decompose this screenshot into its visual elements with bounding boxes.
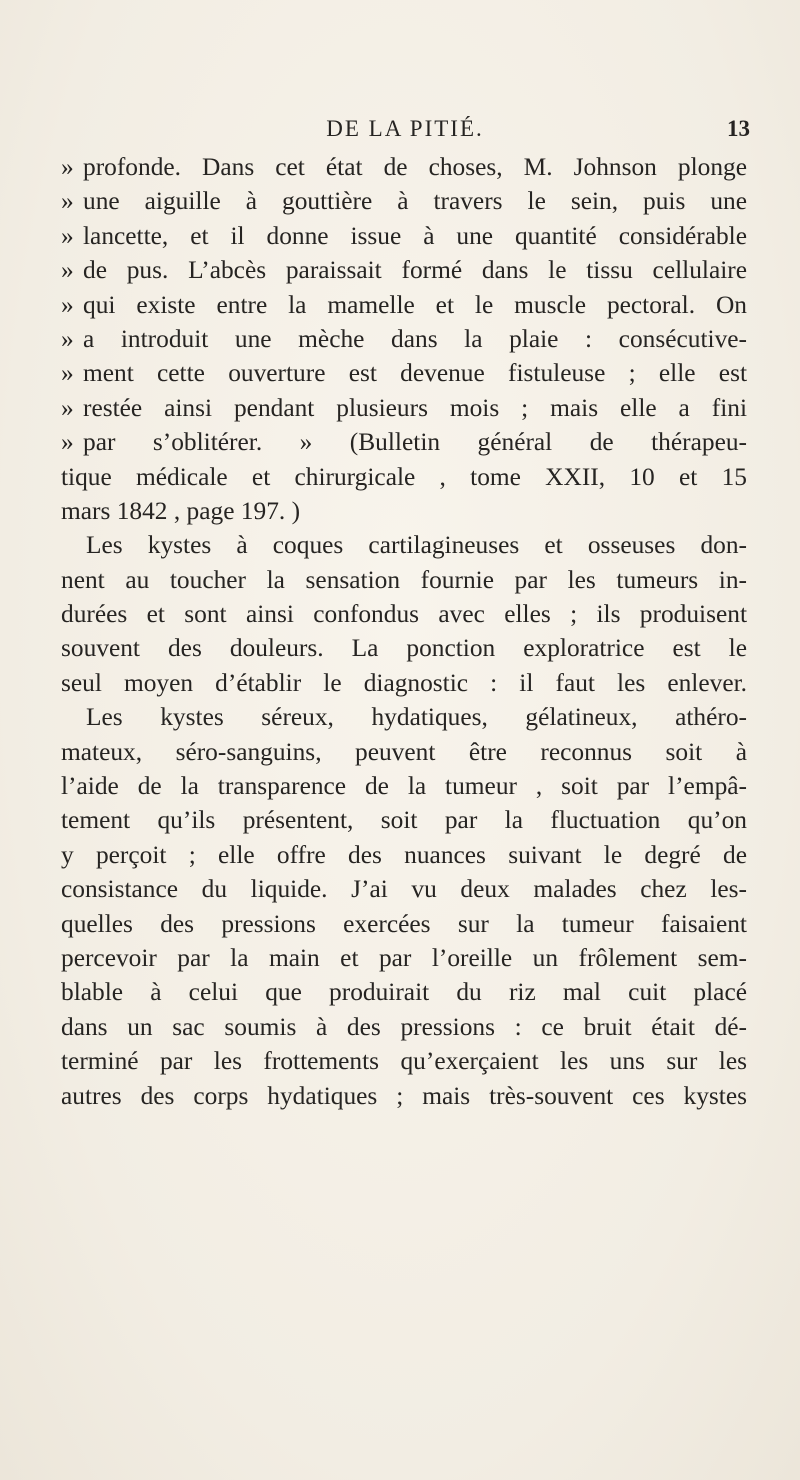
line-text: une aiguille à gouttière à travers le sein, puis une — [83, 187, 747, 216]
running-title: DE LA PITIÉ. — [326, 116, 484, 141]
line-text: nent au toucher la sensation fournie par les tumeurs in- — [61, 565, 747, 594]
line-text: de pus. L’abcès paraissait formé dans le tissu cellulaire — [83, 256, 747, 285]
quote-mark: » — [61, 359, 74, 388]
text-line — [61, 907, 747, 941]
text-line — [61, 1010, 747, 1044]
page-number: 13 — [727, 116, 750, 141]
text-line — [61, 631, 747, 665]
line-text: mars 1842 , page 197. ) — [61, 496, 301, 525]
text-line — [61, 735, 747, 769]
quote-mark: » — [61, 153, 74, 181]
line-text: autres des corps hydatiques ; mais très-souvent ces kystes — [61, 1081, 747, 1110]
line-text: lancette, et il donne issue à une quantité considérable — [83, 221, 747, 250]
text-line — [61, 184, 747, 218]
line-text: Les kystes à coques cartilagineuses et osseuses don- — [86, 531, 747, 560]
text-line — [61, 803, 747, 837]
text-line — [61, 528, 747, 562]
line-text: seul moyen d’établir le diagnostic : il faut les enlever. — [61, 668, 747, 697]
text-line — [61, 700, 747, 734]
line-text: mateux, séro-sanguins, peuvent être reconnus soit à — [61, 737, 747, 766]
line-text: tique médicale et chirurgicale , tome XXII, 10 et 15 — [61, 462, 747, 491]
text-line — [61, 322, 747, 356]
text-line — [61, 872, 747, 906]
line-text: durées et sont ainsi confondus avec elles ; ils produisent — [61, 600, 747, 629]
line-text: tement qu’ils présentent, soit par la fluctuation qu’on — [61, 806, 747, 835]
line-text: qui existe entre la mamelle et le muscle pectoral. On — [83, 290, 747, 319]
line-text: profonde. Dans cet état de choses, M. Johnson plonge — [83, 153, 747, 181]
text-line — [61, 494, 747, 528]
line-text: quelles des pressions exercées sur la tumeur faisaient — [61, 909, 747, 938]
line-text: l’aide de la transparence de la tumeur , soit par l’empâ- — [61, 772, 747, 801]
quote-mark: » — [61, 324, 74, 353]
text-line — [61, 769, 747, 803]
line-text: percevoir par la main et par l’oreille un frôlement sem- — [61, 943, 747, 972]
quote-mark: » — [61, 256, 74, 285]
text-line — [61, 975, 747, 1009]
line-text: blable à celui que produirait du riz mal cuit placé — [61, 978, 747, 1007]
text-line — [61, 1044, 747, 1078]
text-line — [61, 666, 747, 700]
running-head — [60, 110, 750, 150]
text-line — [61, 150, 747, 184]
quote-mark: » — [61, 428, 74, 457]
line-text: y perçoit ; elle offre des nuances suivant le degré de — [61, 840, 747, 869]
line-text: consistance du liquide. J’ai vu deux malades chez les- — [61, 875, 747, 904]
text-line — [61, 1079, 747, 1113]
quote-mark: » — [61, 290, 74, 319]
line-text: terminé par les frottements qu’exerçaient les uns sur les — [61, 1047, 747, 1076]
text-line — [61, 391, 747, 425]
quote-mark: » — [61, 221, 74, 250]
line-text: ment cette ouverture est devenue fistuleuse ; elle est — [83, 359, 747, 388]
line-text: restée ainsi pendant plusieurs mois ; mais elle a fini — [83, 393, 747, 422]
quote-mark: » — [61, 187, 74, 216]
text-line — [61, 219, 747, 253]
line-text: a introduit une mèche dans la plaie : consécutive- — [83, 324, 747, 353]
body-text — [61, 150, 747, 1113]
text-line — [61, 288, 747, 322]
quote-mark: » — [61, 393, 74, 422]
text-line — [61, 253, 747, 287]
text-line — [61, 460, 747, 494]
line-text: dans un sac soumis à des pressions : ce bruit était dé- — [61, 1012, 747, 1041]
text-line — [61, 563, 747, 597]
line-text: par s’oblitérer. » (Bulletin général de thérapeu- — [83, 428, 747, 457]
text-line — [61, 597, 747, 631]
text-line — [61, 838, 747, 872]
line-text: Les kystes séreux, hydatiques, gélatineux, athéro- — [86, 703, 747, 732]
line-text: souvent des douleurs. La ponction exploratrice est le — [61, 634, 747, 663]
text-line — [61, 356, 747, 390]
text-line — [61, 941, 747, 975]
text-line — [61, 425, 747, 459]
